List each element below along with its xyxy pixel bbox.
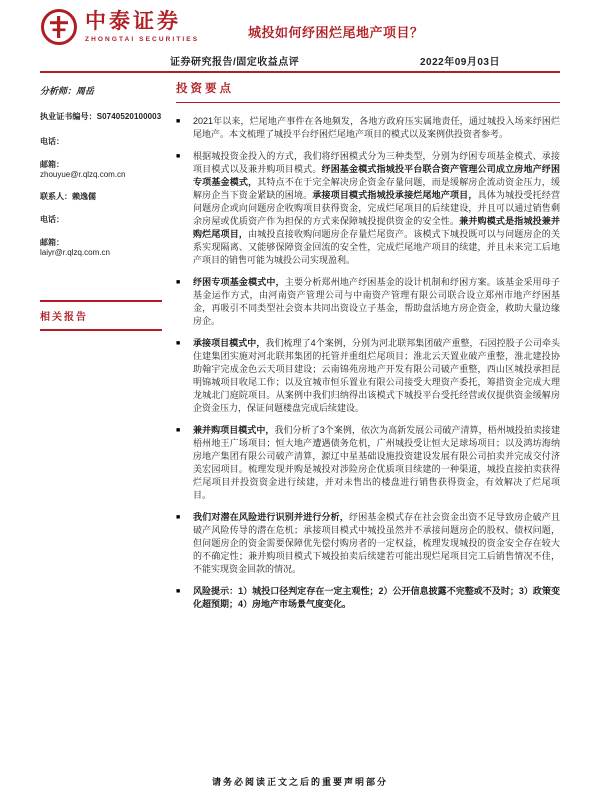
bullet-marker-icon: ■ [176,588,181,595]
analyst-cert-number: 执业证书编号：S0740520100003 [40,112,162,121]
report-date: 2022年09月03日 [420,57,500,68]
email-label: 邮箱： [40,160,64,169]
related-reports-section [40,300,162,331]
bullet-marker-icon: ■ [176,279,181,286]
brand [40,8,199,46]
contact-name: 联系人：赖逸儒 [40,192,96,201]
brand-text [85,8,199,43]
bullet-text: 承接项目模式中，我们梳理了4个案例，分别为河北联邦集团破产重整，石园控股子公司牵头住建集团实施对河北联邦集团的托管并重组烂尾项目；淮北云天置业破产重整，淮北建投协助翰宇完成金色云天项目建设；云南锦苑房地产开发有限公司破产重整，西山区城投承担昆明锦城项目收尾工作；以及宜城市恒乐置业有限公司接受大理资产委托，筹措资金完成大理龙城北门庭院项目。从案例中我们归纳得出该模式下城投平台受托经营或仅提供资金缓解房企资金压力，保证问题楼盘完成后续建设。 [193,338,560,413]
report-type: 证券研究报告/固定收益点评 [170,57,300,68]
header-divider [40,71,560,73]
section-title-investment-highlights: 投资要点 [176,80,560,103]
bullet-marker-icon: ■ [176,153,181,160]
report-title: 城投如何纾困烂尾地产项目？ [248,25,424,40]
bullet-marker-icon: ■ [176,340,181,347]
bullet-list [176,115,560,611]
bullet-text: 根据城投资金投入的方式，我们将纾困模式分为三种类型，分别为纾困专项基金模式、承接项目模式以及兼并购项目模式。纾困基金模式指城投平台联合资产管理公司成立房地产纾困专项基金模式，其特点不在于完全解决房企资金存量问题，而是缓解房企流动资金压力，缓解房企当下资金紧缺的困境。承接项目模式指城投承接烂尾地产项目，具体为城投受托经营问题房企或向问题房企收购项目获得资金，完成烂尾项目的后续建设，并且可以通过销售剩余房屋或优质资产作为担保的方式来保障城投提供资金的安全性。兼并购模式是指城投兼并购烂尾项目，由城投直接收购问题房企存量烂尾资产。该模式下城投既可以与问题房企的关系实现隔离、又能够保障资金回流的安全性，完成烂尾地产项目的续建，并且未来完工后地产项目的销售可能为城投公司实现盈利。 [193,151,560,265]
bullet-text: 2021年以来，烂尾地产事件在各地频发，各地方政府压实属地责任，通过城投入场来纾困烂尾地产。本文梳理了城投平台纾困烂尾地产项目的模式以及案例供投资者参考。 [193,116,560,139]
analyst-sidebar [40,84,162,269]
bullet-item [176,424,560,502]
bullet-marker-icon: ■ [176,427,181,434]
bullet-text: 兼并购项目模式中，我们分析了3个案例，依次为高新发展公司破产清算，梧州城投拍卖接建梧州地王广场项目；恒大地产遭遇债务危机，广州城投受让恒大足球场项目；以及鸿坊海纳房地产集团有限公司破产清算，源辽中星基础设施投资建设发展有限公司拍卖并完成交付济美宏园项目。梳理发现并购是城投对涉险房企优质项目续建的一种渠道，城投直接拍卖获得烂尾项目并投资资金进行续建，并对未售出的楼盘进行销售获得资金，有效解决了烂尾项目。 [193,425,560,500]
contact-email [40,237,162,257]
analyst-email [40,159,162,179]
footer-disclaimer: 请务必阅读正文之后的重要声明部分 [211,777,388,787]
contact-phone: 电话： [40,215,64,224]
bullet-item [176,115,560,141]
bullet-text: 我们对潜在风险进行识别并进行分析，纾困基金模式存在社会资金出资不足导致房企破产且破产风险传导的潜在危机；承接项目模式中城投虽然并不承接问题房企的股权、债权问题，但问题房企的资金需要保障优先偿付购房者的一定权益，梳理发现城投的资金安全存在较大的不确定性；兼并购项目模式下城投拍卖后续建若可能出现烂尾项目完工后销售情况不佳，不能实现资金回款的情况。 [193,512,560,574]
email-value: zhouyue@r.qlzq.com.cn [40,170,126,179]
bullet-item [176,585,560,611]
bullet-item [176,276,560,328]
analyst-phone: 电话： [40,137,64,146]
bullet-item [176,150,560,267]
bullet-item [176,511,560,576]
bullet-text: 纾困专项基金模式中，主要分析郑州地产纾困基金的设计机制和纾困方案。该基金采用母子基金运作方式，由河南资产管理公司与中南资产管理有限公司联合设立郑州市地产纾困基金，再吸引不同类型社会资本共同出资设立子基金，帮助盘活地方房企资金，救助大量边缘房企。 [193,277,560,326]
related-reports-title: 相关报告 [40,312,88,323]
zhongtai-logo-icon [40,8,78,46]
bullet-marker-icon: ■ [176,514,181,521]
analyst-name: 分析师：周岳 [40,86,95,96]
email-value: laiyr@r.qlzq.com.cn [40,248,110,257]
bullet-item [176,337,560,415]
bullet-text: 风险提示：1）城投口径判定存在一定主观性；2）公开信息披露不完整或不及时；3）政策变化超预期；4）房地产市场景气度变化。 [193,586,560,609]
email-label: 邮箱： [40,238,64,247]
brand-name-cn: 中泰证券 [85,10,181,33]
brand-name-en: ZHONGTAI SECURITIES [85,36,200,44]
main-content [176,80,560,620]
bullet-marker-icon: ■ [176,118,181,125]
